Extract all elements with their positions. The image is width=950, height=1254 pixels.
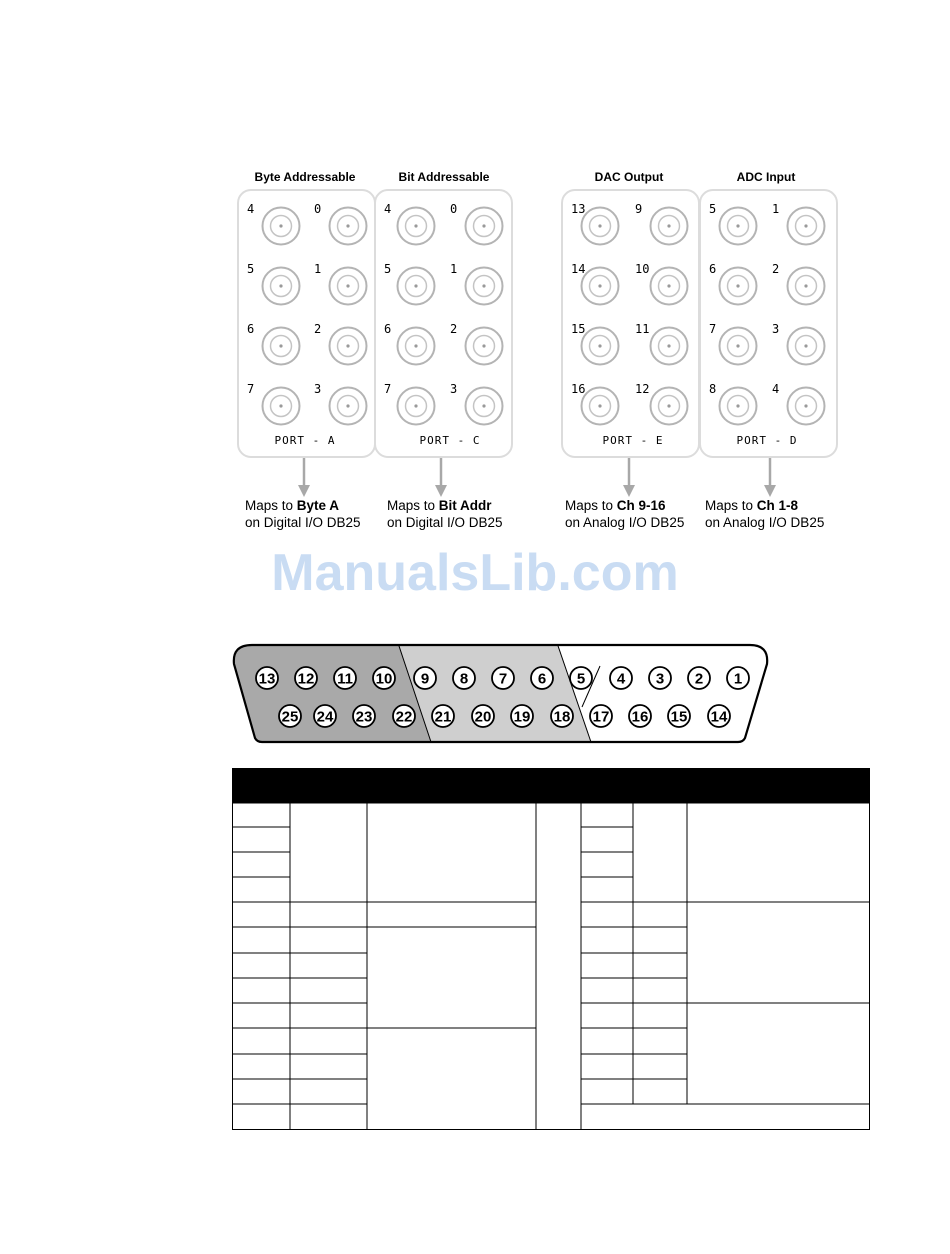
pin-8: [453, 667, 475, 689]
pin-5: [570, 667, 592, 689]
svg-text:14: 14: [710, 708, 728, 726]
pin-22: [393, 705, 415, 727]
svg-text:22: 22: [395, 708, 413, 726]
watermark: ManualsLib.com: [271, 544, 679, 602]
bnc-label: 7: [384, 382, 392, 396]
svg-text:21: 21: [434, 708, 452, 726]
pin-17: [590, 705, 612, 727]
pin-21: [432, 705, 454, 727]
mapping-note-dac: Maps to Ch 9-16 on Analog I/O DB25: [565, 498, 685, 530]
bnc-label: 3: [772, 322, 780, 336]
svg-text:2: 2: [694, 670, 704, 688]
svg-text:20: 20: [474, 708, 492, 726]
bnc-label: 4: [772, 382, 780, 396]
svg-text:23: 23: [355, 708, 373, 726]
svg-text:9: 9: [420, 670, 430, 688]
svg-text:5: 5: [576, 670, 586, 688]
svg-text:6: 6: [537, 670, 547, 688]
bnc-label: 11: [635, 322, 650, 336]
bnc-label: 6: [384, 322, 392, 336]
bnc-label: 7: [709, 322, 717, 336]
svg-text:3: 3: [655, 670, 665, 688]
pin-12: [295, 667, 317, 689]
pin-10: [373, 667, 395, 689]
bnc-label: 2: [450, 322, 458, 336]
pin-23: [353, 705, 375, 727]
bnc-label: 14: [571, 262, 586, 276]
svg-text:15: 15: [670, 708, 688, 726]
pin-25: [279, 705, 301, 727]
pin-19: [511, 705, 533, 727]
pin-18: [551, 705, 573, 727]
table-header: [232, 768, 870, 803]
pin-15: [668, 705, 690, 727]
svg-text:4: 4: [616, 670, 626, 688]
bnc-label: 2: [314, 322, 322, 336]
panel-title-byte: Byte Addressable: [254, 170, 356, 184]
bnc-label: 6: [709, 262, 717, 276]
svg-text:8: 8: [459, 670, 469, 688]
bnc-label: 5: [384, 262, 392, 276]
pin-13: [256, 667, 278, 689]
svg-text:13: 13: [258, 670, 276, 688]
pin-16: [629, 705, 651, 727]
port-label-byte: PORT - A: [274, 434, 336, 447]
svg-text:24: 24: [316, 708, 334, 726]
pin-20: [472, 705, 494, 727]
bnc-label: 5: [247, 262, 255, 276]
bnc-label: 15: [571, 322, 586, 336]
svg-text:19: 19: [513, 708, 531, 726]
bnc-label: 9: [635, 202, 643, 216]
mapping-arrows: [0, 0, 950, 520]
pin-2: [688, 667, 710, 689]
bnc-label: 3: [314, 382, 322, 396]
panel-title-adc: ADC Input: [736, 170, 796, 184]
svg-text:17: 17: [592, 708, 610, 726]
svg-text:18: 18: [553, 708, 571, 726]
port-label-bit: PORT - C: [419, 434, 481, 447]
pin-7: [492, 667, 514, 689]
svg-text:12: 12: [297, 670, 315, 688]
svg-text:10: 10: [375, 670, 393, 688]
pin-11: [334, 667, 356, 689]
pin-table: [232, 768, 870, 1130]
bnc-label: 0: [450, 202, 458, 216]
db25-connector: [230, 640, 775, 745]
pin-4: [610, 667, 632, 689]
panel-title-dac: DAC Output: [594, 170, 664, 184]
bnc-label: 1: [314, 262, 322, 276]
pin-9: [414, 667, 436, 689]
pin-6: [531, 667, 553, 689]
svg-text:7: 7: [498, 670, 508, 688]
bnc-label: 2: [772, 262, 780, 276]
svg-text:25: 25: [281, 708, 299, 726]
mapping-note-bit: Maps to Bit Addr on Digital I/O DB25: [387, 498, 503, 530]
bnc-label: 1: [772, 202, 780, 216]
pin-24: [314, 705, 336, 727]
bnc-label: 7: [247, 382, 255, 396]
bnc-label: 16: [571, 382, 586, 396]
pin-14: [708, 705, 730, 727]
bnc-label: 4: [247, 202, 255, 216]
arrow-dac-head: [623, 485, 635, 497]
pin-3: [649, 667, 671, 689]
bnc-label: 0: [314, 202, 322, 216]
bnc-label: 8: [709, 382, 717, 396]
port-label-dac: PORT - E: [602, 434, 664, 447]
bnc-label: 1: [450, 262, 458, 276]
connector-byte-region: [230, 640, 432, 745]
port-label-adc: PORT - D: [736, 434, 798, 447]
bnc-label: 6: [247, 322, 255, 336]
arrow-bit-head: [435, 485, 447, 497]
bnc-label: 12: [635, 382, 650, 396]
arrow-adc-head: [764, 485, 776, 497]
panel-title-bit: Bit Addressable: [398, 170, 490, 184]
bnc-label: 5: [709, 202, 717, 216]
bnc-label: 10: [635, 262, 650, 276]
arrow-byte-head: [298, 485, 310, 497]
pin-1: [727, 667, 749, 689]
bnc-label: 4: [384, 202, 392, 216]
svg-text:1: 1: [733, 670, 743, 688]
bnc-label: 13: [571, 202, 586, 216]
mapping-note-byte: Maps to Byte A on Digital I/O DB25: [245, 498, 361, 530]
mapping-note-adc: Maps to Ch 1-8 on Analog I/O DB25: [705, 498, 825, 530]
svg-text:16: 16: [631, 708, 649, 726]
bnc-label: 3: [450, 382, 458, 396]
svg-text:11: 11: [337, 670, 353, 688]
